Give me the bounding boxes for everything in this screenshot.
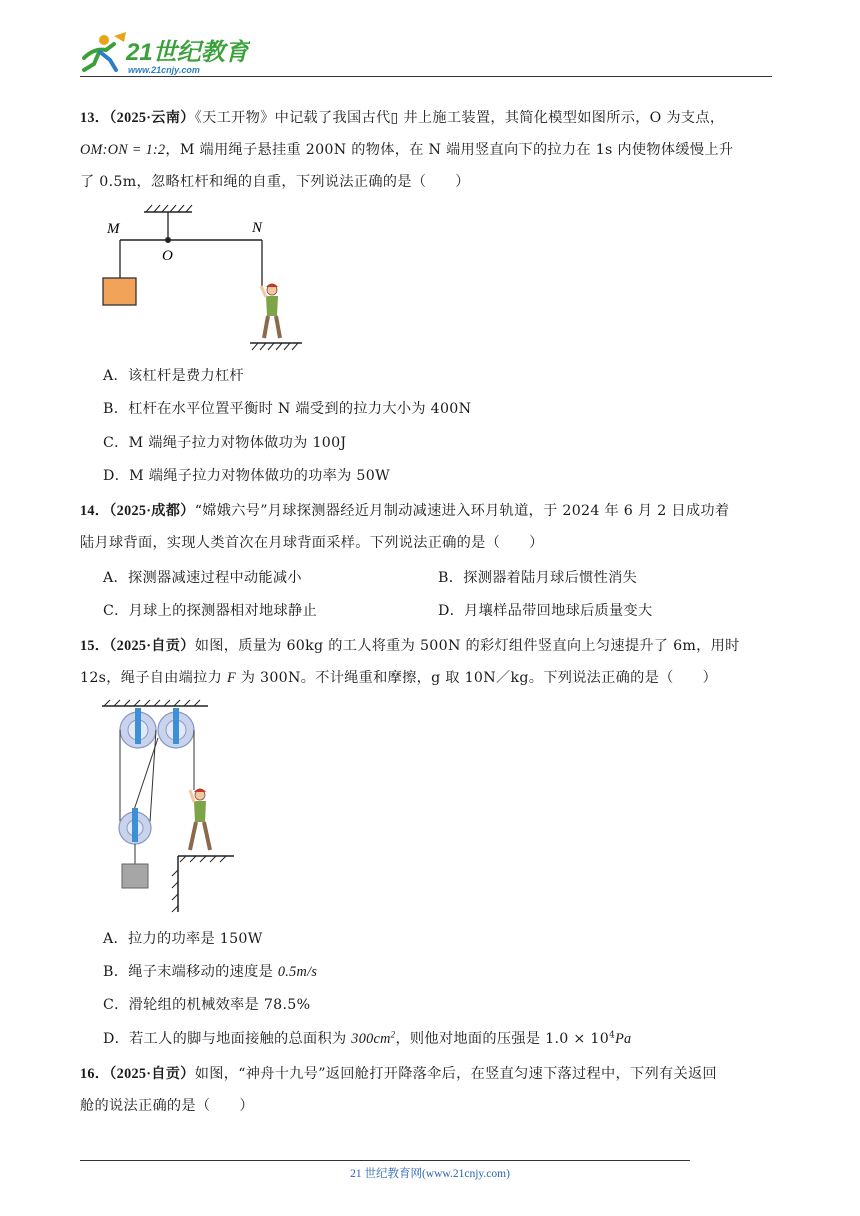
q15-line1: 15．（2025·自贡）如图，质量为 60kg 的工人将重为 500N 的彩灯组件竖直向上匀速提升了 6m，用时 (80, 638, 740, 654)
q15-line2: 12s，绳子自由端拉力 F 为 300N。不计绳重和摩擦，g 取 10N／kg。下列说法正确的是（ ） (80, 670, 718, 686)
q14-option-a[interactable]: A．探测器减速过程中动能减小 (103, 570, 302, 586)
q15-option-b[interactable]: B．绳子末端移动的速度是 0.5m/s (103, 964, 318, 980)
q14-option-c[interactable]: C．月球上的探测器相对地球静止 (103, 603, 317, 619)
q13-lever-figure (100, 200, 310, 352)
label-o: O (162, 248, 173, 264)
q15-option-a[interactable]: A．拉力的功率是 150W (103, 931, 263, 947)
footer-text[interactable]: 21 世纪教育网(www.21cnjy.com) (350, 1168, 510, 1180)
q16-number: 16． (80, 1066, 110, 1082)
header-rule (80, 76, 772, 77)
q15-number: 15． (80, 638, 110, 654)
q15-pulley-figure (100, 698, 240, 914)
q15-source: （2025·自贡） (109, 638, 195, 654)
movable-pulley-icon (119, 808, 151, 844)
q13-line3: 了 0.5m，忽略杠杆和绳的自重，下列说法正确的是（ ） (80, 174, 470, 190)
label-m: M (107, 221, 120, 237)
worker-icon (261, 284, 280, 339)
q15-option-d[interactable]: D．若工人的脚与地面接触的总面积为 $300cm^2$，则他对地面的压强是 $1.0 \times 10^4Pa$ (103, 1029, 632, 1047)
q13-line1: 13．（2025·云南）《天工开物》中记载了我国古代▯ 井上施工装置，其简化模型如图所示，O 为支点， (80, 110, 725, 126)
footer-rule (80, 1160, 690, 1161)
q13-source: （2025·云南） (109, 110, 195, 126)
logo-title: 21世纪教育 (126, 39, 249, 66)
fixed-pulley-right-icon (158, 708, 194, 748)
q13-option-d[interactable]: D．M 端绳子拉力对物体做功的功率为 50W (103, 468, 390, 484)
worker-icon (190, 789, 210, 851)
label-n: N (252, 220, 263, 236)
q13-number: 13． (80, 110, 110, 126)
runner-icon (84, 32, 126, 70)
q16-line1: 16．（2025·自贡）如图，“神舟十九号”返回舱打开降落伞后，在竖直匀速下落过程中，下列有关返回 (80, 1066, 717, 1082)
q14-option-b[interactable]: B．探测器着陆月球后惯性消失 (438, 570, 638, 586)
q16-line2: 舱的说法正确的是（ ） (80, 1098, 254, 1114)
q14-number: 14． (80, 503, 110, 519)
q13-option-a[interactable]: A．该杠杆是费力杠杆 (103, 368, 244, 384)
q14-line2: 陆月球背面，实现人类首次在月球背面采样。下列说法正确的是（ ） (80, 535, 544, 551)
site-logo (80, 30, 250, 76)
q13-option-b[interactable]: B．杠杆在水平位置平衡时 N 端受到的拉力大小为 400N (103, 401, 472, 417)
fixed-pulley-left-icon (120, 708, 156, 748)
q15-option-c[interactable]: C．滑轮组的机械效率是 78.5% (103, 997, 311, 1013)
q16-source: （2025·自贡） (109, 1066, 195, 1082)
q14-source: （2025·成都） (109, 503, 195, 519)
q13-option-c[interactable]: C．M 端绳子拉力对物体做功为 100J (103, 435, 347, 451)
q13-line2: OM:ON = 1:2，M 端用绳子悬挂重 200N 的物体，在 N 端用竖直向下的拉力在 1s 内使物体缓慢上升 (80, 142, 734, 158)
q14-line1: 14．（2025·成都）“嫦娥六号”月球探测器经近月制动减速进入环月轨道，于 2024 年 6 月 2 日成功着 (80, 503, 730, 519)
q14-option-d[interactable]: D．月壤样品带回地球后质量变大 (438, 603, 653, 619)
logo-url: www.21cnjy.com (128, 65, 200, 75)
